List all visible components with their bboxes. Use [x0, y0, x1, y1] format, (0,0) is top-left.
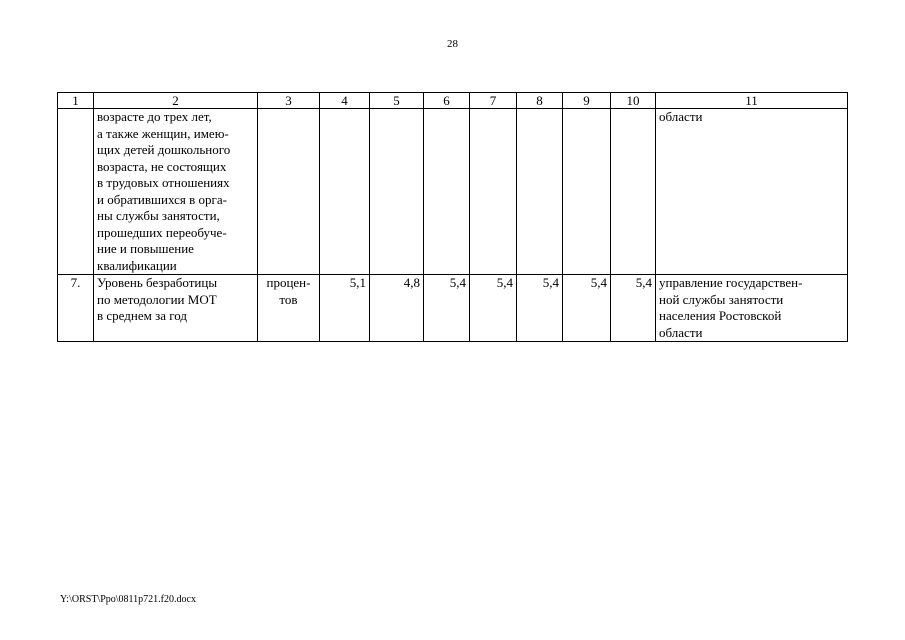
header-cell: 1 — [58, 93, 94, 109]
header-cell: 6 — [424, 93, 470, 109]
value-cell: 5,4 — [563, 275, 611, 342]
value-cell: 5,4 — [517, 275, 563, 342]
value-cell — [611, 109, 656, 275]
text-line: возраста, не состоящих — [97, 158, 227, 174]
text-line: населения Ростовской — [659, 308, 782, 323]
value-cell — [424, 109, 470, 275]
text-line: процен- — [266, 275, 311, 290]
row-number-cell — [58, 109, 94, 275]
header-cell: 5 — [370, 93, 424, 109]
header-cell: 11 — [656, 93, 848, 109]
row-number-cell: 7. — [58, 275, 94, 342]
value-cell: 4,8 — [370, 275, 424, 342]
header-cell: 10 — [611, 93, 656, 109]
value-cell: 5,1 — [320, 275, 370, 342]
value-cell — [517, 109, 563, 275]
text-line: возрасте до трех лет, — [97, 109, 212, 124]
header-cell: 7 — [470, 93, 517, 109]
text-line: в среднем за год — [97, 308, 187, 323]
header-cell: 8 — [517, 93, 563, 109]
text-line: прошедших переобуче- — [97, 224, 227, 240]
unit-cell — [258, 275, 320, 342]
text-line: ние и повышение — [97, 241, 194, 256]
text-line: по методологии МОТ — [97, 291, 217, 307]
file-path-footer: Y:\ORST\Ppo\0811p721.f20.docx — [60, 594, 196, 605]
header-cell: 4 — [320, 93, 370, 109]
value-cell: 5,4 — [470, 275, 517, 342]
value-cell: 5,4 — [424, 275, 470, 342]
value-cell — [563, 109, 611, 275]
text-line: квалификации — [97, 257, 177, 273]
text-line: области — [659, 109, 703, 124]
page-number: 28 — [447, 38, 458, 50]
table-header-row — [58, 93, 848, 109]
header-cell: 3 — [258, 93, 320, 109]
text-line: области — [659, 324, 703, 340]
text-line: ны службы занятости, — [97, 208, 220, 223]
indicator-name-cell — [94, 109, 258, 275]
text-line: и обратившихся в орга- — [97, 191, 227, 207]
text-line: управление государствен- — [659, 275, 803, 290]
value-cell — [370, 109, 424, 275]
responsible-cell — [656, 275, 848, 342]
header-cell: 2 — [94, 93, 258, 109]
text-line: а также женщин, имею- — [97, 125, 229, 141]
value-cell — [470, 109, 517, 275]
table-row — [58, 109, 848, 275]
value-cell: 5,4 — [611, 275, 656, 342]
unit-cell — [258, 109, 320, 275]
text-line: Уровень безработицы — [97, 275, 218, 290]
text-line: в трудовых отношениях — [97, 175, 230, 190]
value-cell — [320, 109, 370, 275]
table-row — [58, 275, 848, 342]
data-table — [57, 92, 848, 342]
text-line: тов — [279, 291, 298, 307]
header-cell: 9 — [563, 93, 611, 109]
responsible-cell — [656, 109, 848, 275]
text-line: щих детей дошкольного — [97, 142, 231, 157]
indicator-name-cell — [94, 275, 258, 342]
text-line: ной службы занятости — [659, 291, 784, 307]
